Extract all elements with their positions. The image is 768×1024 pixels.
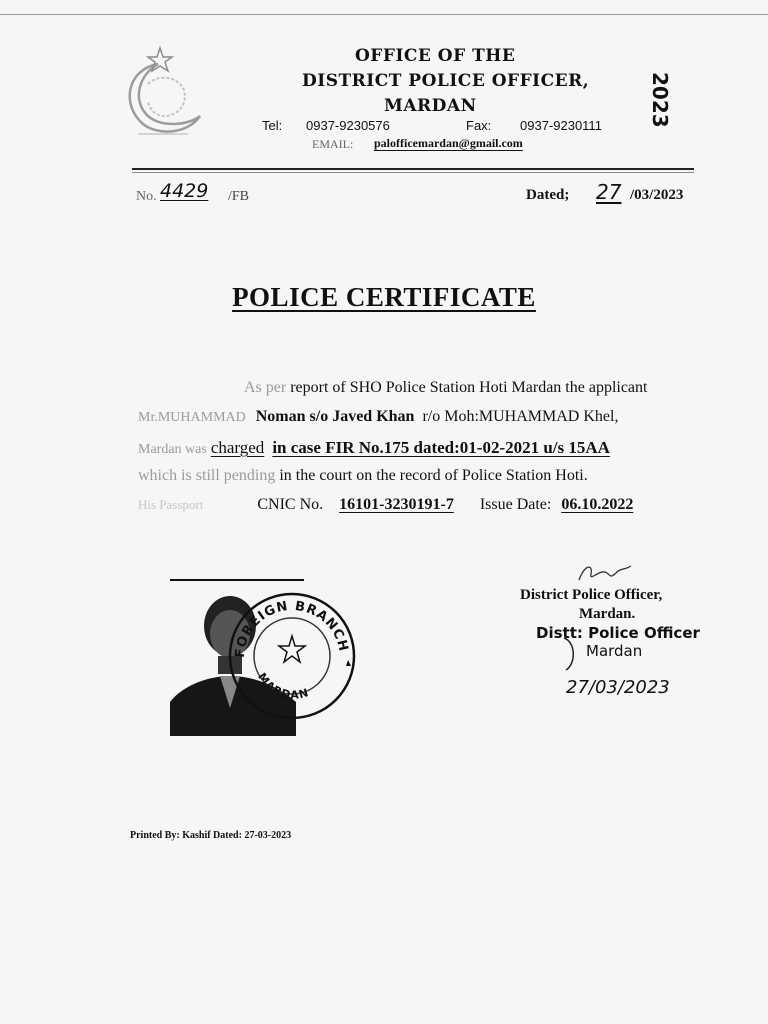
office-stamp-line2: Mardan <box>586 642 643 660</box>
cnic-label: CNIC No. <box>257 496 324 513</box>
office-stamp-line1: Distt: Police Officer <box>536 624 700 642</box>
email-label: EMAIL: <box>312 137 354 151</box>
email-address: palofficemardan@gmail.com <box>374 136 523 150</box>
signature-scribble <box>575 560 635 586</box>
tel-number: 0937-9230576 <box>306 118 390 133</box>
body-l5-faint: His Passport <box>138 497 204 512</box>
issue-date-label: Issue Date: <box>479 496 552 513</box>
ref-no-suffix: /FB <box>228 189 250 204</box>
svg-text:MARDAN <box>255 671 311 702</box>
ref-no-handwritten: 4429 <box>160 180 209 202</box>
seal-ring-text: FOREIGN BRANCH <box>232 598 351 659</box>
svg-text:FOREIGN BRANCH <box>233 599 351 659</box>
body-l3-charged: charged <box>210 438 265 457</box>
body-l4-faint: which is still pending <box>138 467 276 484</box>
seal-bottom-text: MARDAN <box>255 670 311 702</box>
printed-by: Printed By: Kashif Dated: 27-03-2023 <box>130 830 292 841</box>
body-l2-faint: Mr.MUHAMMAD <box>138 410 246 425</box>
stamp-bracket <box>560 636 584 672</box>
issue-date: 06.10.2022 <box>561 496 634 513</box>
letterhead-line1: OFFICE OF THE <box>355 46 516 66</box>
foreign-branch-seal <box>222 588 362 723</box>
body-l2-rest: r/o Moh:MUHAMMAD Khel, <box>422 408 619 425</box>
body-l1-text: report of SHO Police Station Hoti Mardan the applicant <box>290 379 648 396</box>
letterhead-line2: DISTRICT POLICE OFFICER, <box>302 71 590 91</box>
body-l3-faint: Mardan was <box>138 442 207 457</box>
cnic-number: 16101-3230191-7 <box>339 496 454 513</box>
applicant-name: Noman s/o Javed Khan <box>255 408 415 425</box>
fax-label: Fax: <box>466 118 492 133</box>
header-rule <box>132 168 694 170</box>
fir-details: in case FIR No.175 dated:01-02-2021 u/s 15AA <box>272 438 610 457</box>
signatory-title: District Police Officer, <box>520 587 663 603</box>
dated-day-handwritten: 27 <box>596 180 622 204</box>
page-title <box>0 282 768 313</box>
body-line-4 <box>138 467 588 485</box>
letterhead-line3: MARDAN <box>384 96 477 116</box>
dated-label: Dated; <box>526 187 570 203</box>
fax-number: 0937-9230111 <box>520 118 602 133</box>
body-line-2 <box>138 408 618 426</box>
handwritten-date: 27/03/2023 <box>566 677 670 698</box>
dated-rest: /03/2023 <box>630 187 684 203</box>
body-line-1 <box>244 379 647 397</box>
signatory-location: Mardan. <box>579 606 636 622</box>
tel-label: Tel: <box>262 118 283 133</box>
body-l4-text: in the court on the record of Police Station Hoti. <box>279 467 588 484</box>
page-title-text: POLICE CERTIFICATE <box>232 282 536 312</box>
ref-no-label: No. <box>136 189 157 204</box>
top-scan-line <box>0 14 768 15</box>
body-line-3 <box>138 438 610 458</box>
header-rule-thin <box>132 172 694 173</box>
government-emblem <box>118 44 208 139</box>
body-line-5 <box>138 496 639 514</box>
year-stamp: 2023 <box>648 72 672 128</box>
body-l1-faint: As per <box>244 379 287 396</box>
